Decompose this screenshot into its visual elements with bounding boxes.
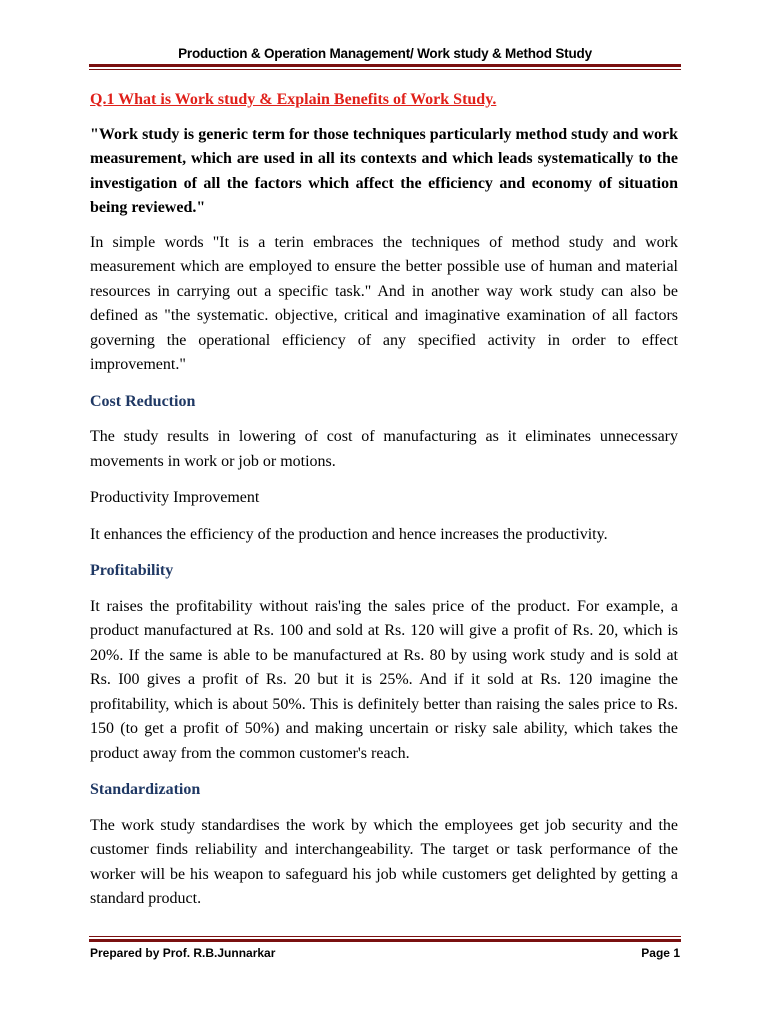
- section-body-productivity: It enhances the efficiency of the production and hence increases the productivity.: [90, 525, 608, 543]
- intro-paragraph: In simple words "It is a terin embraces the techniques of method study and work measurement which are employed to ensure the better possible use of human and material resources in carrying out a specific task." And in another way work study can also be defined as "the systematic. objective, critical and imaginative examination of all factors governing the operational efficiency of any specified activity in order to effect improvement.": [90, 233, 678, 373]
- page-header: Production & Operation Management/ Work study & Method Study: [178, 46, 592, 61]
- definition-paragraph: "Work study is generic term for those techniques particularly method study and work measurement, which are used in all its contexts and which leads systematically to the investigation of all the factors which affect the efficiency and economy of situation being reviewed.": [90, 125, 678, 216]
- section-heading-profitability: Profitability: [90, 562, 174, 579]
- header-rule: [89, 64, 681, 67]
- header-rule-thin: [89, 69, 681, 70]
- section-body-standardization: The work study standardises the work by which the employees get job security and the customer finds reliability and interchangeability. The target or task performance of the worker will be his weapon to safeguard his job while customers get delighted by getting a standard product.: [90, 816, 678, 907]
- page-content: [90, 88, 678, 924]
- footer-page-number: Page 1: [641, 946, 680, 960]
- section-heading-cost-reduction: Cost Reduction: [90, 392, 196, 410]
- footer-author: Prepared by Prof. R.B.Junnarkar: [90, 946, 276, 960]
- footer-rule-thin: [89, 936, 681, 937]
- footer-rule: [89, 939, 681, 942]
- section-body-profitability: It raises the profitability without rais'ing the sales price of the product. For example, a product manufactured at Rs. 100 and sold at Rs. 120 will give a profit of Rs. 20, which is 20%. If the same is able to be manufactured at Rs. 80 by using work study and is sold at Rs. I00 gives a profit of Rs. 20 but it is 25%. And if it sold at Rs. 120 imagine the profitability, which is about 50%. This is definitely better than raising the sales price to Rs. 150 (to get a profit of 50%) and making uncertain or risky sale ability, which takes the product away from the common customer's reach.: [90, 597, 678, 762]
- page-footer: [90, 946, 680, 960]
- question-title: Q.1 What is Work study & Explain Benefits of Work Study.: [90, 91, 497, 108]
- section-heading-standardization: Standardization: [90, 781, 201, 798]
- section-heading-productivity: Productivity Improvement: [90, 489, 260, 506]
- section-body-cost-reduction: The study results in lowering of cost of manufacturing as it eliminates unnecessary movements in work or job or motions.: [90, 428, 678, 470]
